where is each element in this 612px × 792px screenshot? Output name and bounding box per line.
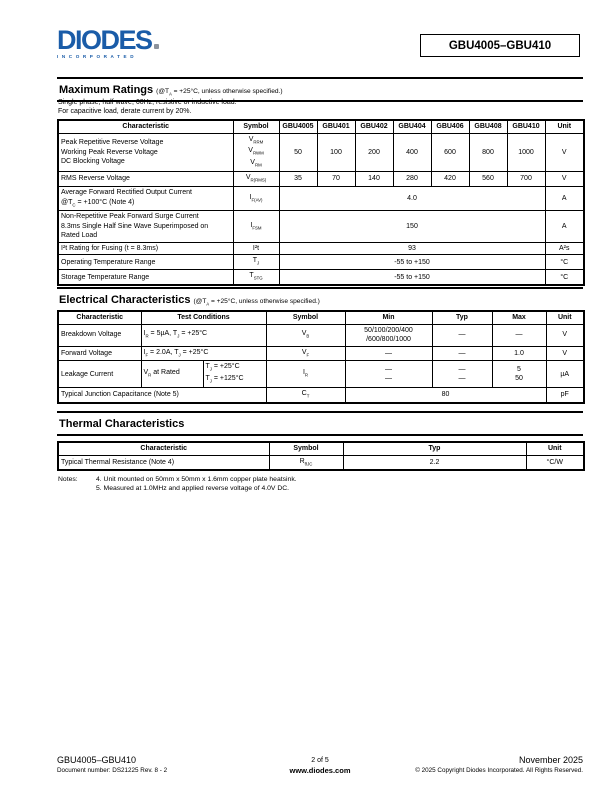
column-header: Min — [345, 311, 432, 324]
cell-typ: 2.2 — [343, 455, 526, 470]
table-row — [58, 172, 584, 187]
cell-value: -55 to +150 — [279, 270, 545, 285]
cell-value: 93 — [279, 242, 545, 255]
table-row — [58, 270, 584, 285]
table-row — [58, 324, 584, 346]
cell-value: 280 — [393, 172, 431, 187]
cell-symbol: $T_J$ — [233, 255, 279, 270]
footer-page-number: 2 of 5 — [311, 757, 329, 764]
column-header: Characteristic — [58, 442, 269, 455]
table-header-row — [58, 311, 584, 324]
footer-right — [415, 755, 583, 775]
section-subtitle: ($@T_A = +25^\circ C$, unless otherwise specified.) — [156, 88, 283, 97]
footer-copyright: © 2025 Copyright Diodes Incorporated. All Rights Reserved. — [415, 767, 583, 774]
cell-min: 50/100/200/400 /600/800/1000 — [345, 324, 432, 346]
cell-symbol: $T_{STG}$ — [233, 270, 279, 285]
cell-test-conditions: $V_R$ at Rated — [141, 361, 203, 388]
intro-line: Single phase, half wave, 60Hz, resistive or inductive load. — [58, 99, 237, 106]
notes-block — [58, 475, 297, 493]
cell-unit: V — [546, 346, 584, 361]
cell-characteristic: Peak Repetitive Reverse Voltage Working Peak Reverse Voltage DC Blocking Voltage — [58, 133, 233, 172]
column-header: GBU408 — [469, 120, 507, 133]
cell-unit: V — [546, 324, 584, 346]
cell-symbol: $V_{R(RMS)}$ — [233, 172, 279, 187]
cell-typ: — — [432, 346, 492, 361]
table-row — [58, 211, 584, 243]
cell-value: 35 — [279, 172, 317, 187]
table-row — [58, 133, 584, 172]
column-header: GBU410 — [507, 120, 545, 133]
maximum-ratings-table — [57, 119, 585, 286]
note-item: 4. Unit mounted on 50mm x 50mm x 1.6mm copper plate heatsink. — [96, 476, 297, 483]
cell-value: 80 — [345, 388, 546, 403]
cell-symbol: $I_R$ — [266, 361, 345, 388]
cell-characteristic: Leakage Current — [58, 361, 141, 388]
column-header: Unit — [526, 442, 584, 455]
cell-characteristic: Storage Temperature Range — [58, 270, 233, 285]
column-header: Unit — [545, 120, 584, 133]
table-row — [58, 242, 584, 255]
column-header: GBU4005 — [279, 120, 317, 133]
cell-unit: A — [545, 211, 584, 243]
note-item: 5. Measured at 1.0MHz and applied reverse voltage of 4.0V DC. — [96, 485, 290, 492]
column-header: Characteristic — [58, 311, 141, 324]
maximum-ratings-table-wrap — [57, 119, 583, 286]
cell-unit: A²s — [545, 242, 584, 255]
column-header: Symbol — [266, 311, 345, 324]
cell-max: 1.0 — [492, 346, 546, 361]
logo-registered-dot-icon — [154, 44, 159, 49]
column-header: Symbol — [269, 442, 343, 455]
page-content — [57, 0, 583, 792]
table-row — [58, 455, 584, 470]
cell-test-conditions: $T_J = +25^\circ C$ $T_J = +125^\circ C$ — [203, 361, 266, 388]
table-row — [58, 187, 584, 211]
cell-symbol: $V_{RRM}$ $V_{RWM}$ $V_{RM}$ — [233, 133, 279, 172]
cell-unit: pF — [546, 388, 584, 403]
table-row — [58, 388, 584, 403]
cell-symbol: $V_F$ — [266, 346, 345, 361]
cell-value: 600 — [431, 133, 469, 172]
cell-characteristic: RMS Reverse Voltage — [58, 172, 233, 187]
column-header: Typ — [343, 442, 526, 455]
cell-value: 700 — [507, 172, 545, 187]
cell-symbol: $I_{F(AV)}$ — [233, 187, 279, 211]
cell-value: 4.0 — [279, 187, 545, 211]
cell-typ: — — [432, 324, 492, 346]
footer-part-number: GBU4005–GBU410 — [57, 755, 137, 765]
footer-website-link[interactable]: www.diodes.com — [289, 766, 351, 775]
cell-value: 200 — [355, 133, 393, 172]
column-header: GBU406 — [431, 120, 469, 133]
cell-min: — — [345, 346, 432, 361]
cell-characteristic: Breakdown Voltage — [58, 324, 141, 346]
part-number-box — [420, 34, 580, 57]
column-header: GBU404 — [393, 120, 431, 133]
section-title: Electrical Characteristics — [59, 294, 191, 306]
cell-unit: A — [545, 187, 584, 211]
cell-characteristic: Non-Repetitive Peak Forward Surge Current 8.3ms Single Half Sine Wave Superimposed on Rated Load — [58, 211, 233, 243]
cell-max: 5 50 — [492, 361, 546, 388]
cell-value: 150 — [279, 211, 545, 243]
cell-unit: V — [545, 133, 584, 172]
column-header: GBU402 — [355, 120, 393, 133]
column-header: Test Conditions — [141, 311, 266, 324]
cell-unit: °C — [545, 270, 584, 285]
cell-value: 100 — [317, 133, 355, 172]
table-row — [58, 361, 584, 388]
cell-value: 560 — [469, 172, 507, 187]
cell-symbol: $I_{FSM}$ — [233, 211, 279, 243]
cell-characteristic: Average Forward Rectified Output Current $@T_C = +100^\circ C$ (Note 4) — [58, 187, 233, 211]
intro-line: For capacitive load, derate current by 20%. — [58, 108, 192, 115]
cell-value: 400 — [393, 133, 431, 172]
column-header: Max — [492, 311, 546, 324]
cell-symbol: $R_{\theta JC}$ — [269, 455, 343, 470]
cell-typ: — — — [432, 361, 492, 388]
cell-value: 800 — [469, 133, 507, 172]
cell-unit: V — [545, 172, 584, 187]
electrical-characteristics-table — [57, 310, 585, 404]
cell-unit: °C/W — [526, 455, 584, 470]
diodes-logo-wordmark — [57, 25, 159, 55]
column-header: Symbol — [233, 120, 279, 133]
maximum-ratings-intro — [58, 98, 237, 116]
table-header-row — [58, 120, 584, 133]
table-row — [58, 346, 584, 361]
section-title: Maximum Ratings — [59, 84, 154, 96]
notes-items — [96, 475, 297, 493]
cell-value: -55 to +150 — [279, 255, 545, 270]
cell-characteristic: Operating Temperature Range — [58, 255, 233, 270]
cell-symbol: I²t — [233, 242, 279, 255]
column-header: Unit — [546, 311, 584, 324]
cell-characteristic: Typical Junction Capacitance (Note 5) — [58, 388, 266, 403]
electrical-characteristics-table-wrap — [57, 310, 583, 404]
diodes-logo — [57, 25, 159, 59]
cell-max: — — [492, 324, 546, 346]
thermal-characteristics-table-wrap — [57, 441, 583, 471]
cell-characteristic: Typical Thermal Resistance (Note 4) — [58, 455, 269, 470]
section-title: Thermal Characteristics — [59, 418, 185, 430]
cell-value: 50 — [279, 133, 317, 172]
cell-value: 1000 — [507, 133, 545, 172]
thermal-characteristics-table — [57, 441, 585, 471]
section-header-thermal-characteristics — [57, 411, 583, 436]
footer-date: November 2025 — [518, 755, 583, 765]
footer-document-number: Document number: DS21225 Rev. 8 - 2 — [57, 767, 168, 774]
cell-min: — — — [345, 361, 432, 388]
logo-incorporated-text: INCORPORATED — [57, 54, 138, 59]
column-header: GBU401 — [317, 120, 355, 133]
cell-value: 140 — [355, 172, 393, 187]
notes-label: Notes: — [58, 476, 78, 483]
cell-symbol: $V_B$ — [266, 324, 345, 346]
part-number-label: GBU4005–GBU410 — [448, 39, 552, 52]
cell-unit: µA — [546, 361, 584, 388]
table-header-row — [58, 442, 584, 455]
cell-test-conditions: $I_F = 2.0A$, $T_J = +25^\circ C$ — [141, 346, 266, 361]
section-header-electrical-characteristics — [57, 287, 583, 312]
cell-characteristic: I²t Rating for Fusing (t = 8.3ms) — [58, 242, 233, 255]
logo-text: DIODES — [57, 25, 152, 55]
cell-value: 70 — [317, 172, 355, 187]
cell-symbol: $C_T$ — [266, 388, 345, 403]
cell-unit: °C — [545, 255, 584, 270]
table-row — [58, 255, 584, 270]
section-subtitle: ($@T_A = +25^\circ C$, unless otherwise specified.) — [193, 298, 320, 307]
cell-value: 420 — [431, 172, 469, 187]
column-header: Characteristic — [58, 120, 233, 133]
cell-characteristic: Forward Voltage — [58, 346, 141, 361]
cell-test-conditions: $I_R = 5\mu A$, $T_J = +25^\circ C$ — [141, 324, 266, 346]
column-header: Typ — [432, 311, 492, 324]
